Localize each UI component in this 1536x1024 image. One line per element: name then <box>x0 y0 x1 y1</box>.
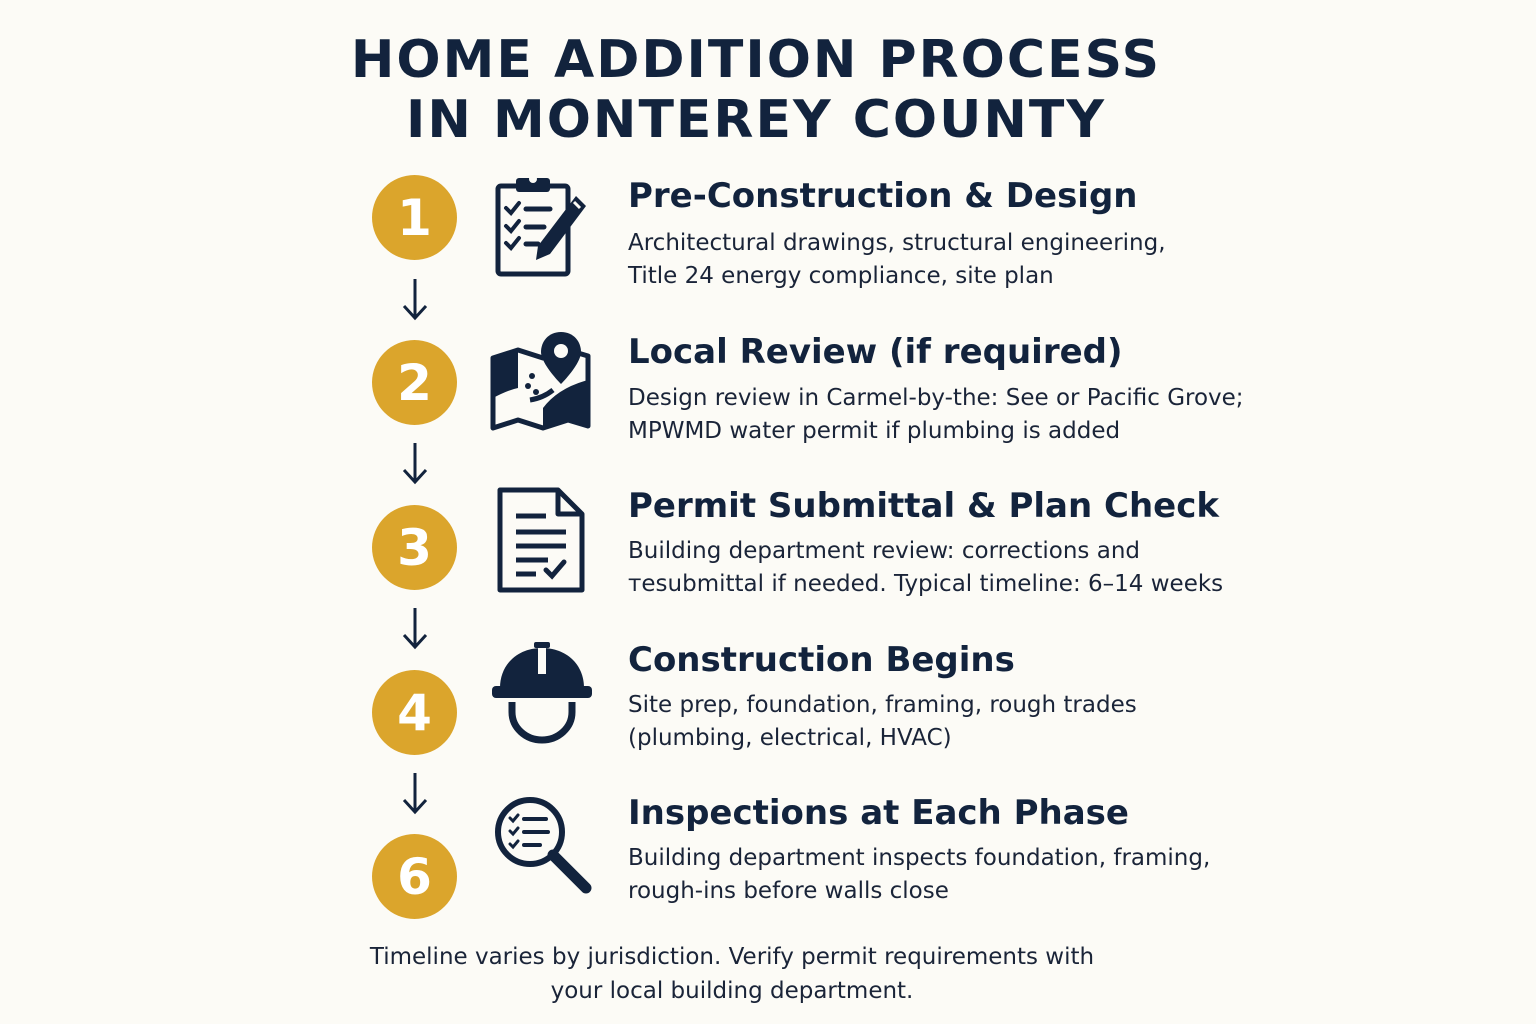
title-line-1: HOME ADDITION PROCESS <box>350 30 1162 90</box>
step-3-description <box>628 535 1348 601</box>
step-1-description <box>628 227 1348 293</box>
magnifier-checklist-icon <box>488 790 596 898</box>
step-6-title: Inspections at Each Phase <box>628 793 1129 833</box>
step-2-desc-line-1: Design review in Carmel-by-the: See or Pacific Grove; <box>628 385 1244 411</box>
footer-note <box>300 940 1164 1008</box>
step-3-desc-line-1: Building department review: corrections and <box>628 538 1140 564</box>
step-6-number-badge: 6 <box>372 834 457 919</box>
title-line-2: IN MONTEREY COUNTY <box>406 90 1106 150</box>
hard-hat-icon <box>488 638 596 746</box>
page-title <box>0 30 1512 150</box>
step-6-desc-line-2: rough-ins before walls close <box>628 878 949 904</box>
step-4-title: Construction Begins <box>628 640 1015 680</box>
step-3-number-badge: 3 <box>372 505 457 590</box>
step-2-number-badge: 2 <box>372 340 457 425</box>
step-1-number-badge: 1 <box>372 175 457 260</box>
clipboard-checklist-icon <box>488 172 596 280</box>
step-4-desc-line-1: Site prep, foundation, framing, rough trades <box>628 692 1137 718</box>
step-1-desc-line-2: Title 24 energy compliance, site plan <box>628 263 1054 289</box>
step-4-description <box>628 689 1348 755</box>
step-1-desc-line-1: Architectural drawings, structural engineering, <box>628 230 1166 256</box>
down-arrow-icon <box>400 277 430 321</box>
step-2-desc-line-2: MPWMD water permit if plumbing is added <box>628 418 1121 444</box>
step-3-title: Permit Submittal & Plan Check <box>628 486 1219 526</box>
step-2-title: Local Review (if required) <box>628 332 1123 372</box>
step-4-desc-line-2: (plumbing, electrical, HVAC) <box>628 725 952 751</box>
step-2-description <box>628 382 1348 448</box>
footer-line-2: your local building department. <box>550 978 914 1004</box>
step-6-description <box>628 842 1348 908</box>
map-pin-icon <box>488 328 596 436</box>
step-3-desc-line-2: тesubmittal if needed. Typical timeline: 6–14 weeks <box>628 571 1224 597</box>
down-arrow-icon <box>400 441 430 485</box>
down-arrow-icon <box>400 771 430 815</box>
step-6-desc-line-1: Building department inspects foundation, framing, <box>628 845 1211 871</box>
footer-line-1: Timeline varies by jurisdiction. Verify permit requirements with <box>369 944 1095 970</box>
document-check-icon <box>488 486 596 594</box>
down-arrow-icon <box>400 606 430 650</box>
step-1-title: Pre-Construction & Design <box>628 176 1138 216</box>
step-4-number-badge: 4 <box>372 670 457 755</box>
